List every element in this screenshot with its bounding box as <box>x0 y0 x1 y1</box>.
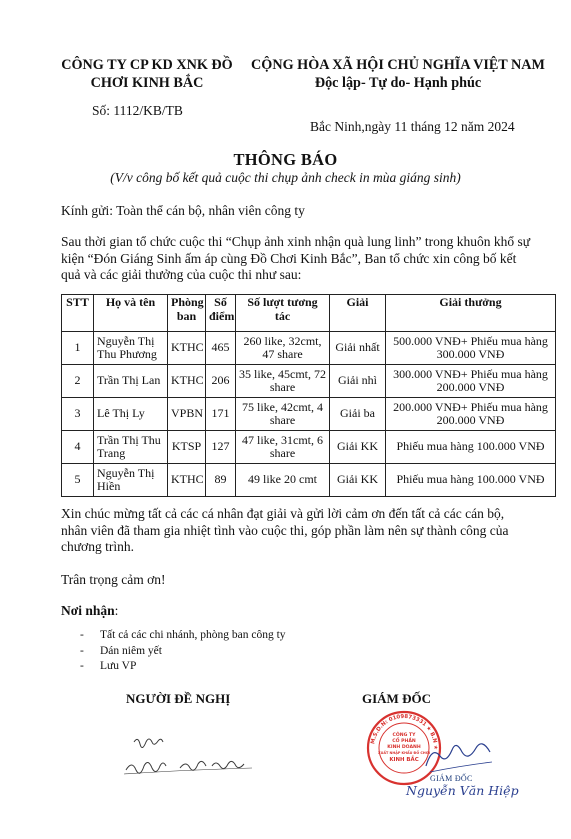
recipients-colon: : <box>114 603 119 618</box>
cell-name: Nguyễn Thị Hiền <box>94 464 168 497</box>
list-item <box>80 659 286 675</box>
cell-dept: KTHC <box>168 464 206 497</box>
thanks-line: Trân trọng cảm ơn! <box>61 572 166 587</box>
recipient-text: Dán niêm yết <box>100 644 162 657</box>
list-item <box>80 644 286 660</box>
header-name: Họ và tên <box>94 295 168 332</box>
cell-stt: 1 <box>62 332 94 365</box>
svg-text:KINH DOANH: KINH DOANH <box>387 745 421 750</box>
cell-prize: Giải nhất <box>330 332 386 365</box>
cell-interactions: 47 like, 31cmt, 6 share <box>236 431 330 464</box>
cell-name: Nguyễn Thị Thu Phương <box>94 332 168 365</box>
awards-table <box>61 294 556 497</box>
document-number: Số: 1112/KB/TB <box>92 103 183 118</box>
table-row <box>62 431 556 464</box>
cell-stt: 3 <box>62 398 94 431</box>
svg-text:XUẤT NHẬP KHẨU ĐỒ CHƠI: XUẤT NHẬP KHẨU ĐỒ CHƠI <box>378 751 430 755</box>
greeting: Kính gửi: Toàn thể cán bộ, nhân viên công ty <box>61 203 305 218</box>
dash-bullet-icon: - <box>80 644 84 657</box>
cell-stt: 4 <box>62 431 94 464</box>
stamp-ring-text: M.S.D.N: 0109873331 ★ B.N ★ <box>370 713 439 750</box>
intro-paragraph: Sau thời gian tổ chức cuộc thi “Chụp ảnh xinh nhận quà lung linh” trong khuôn khổ sự kiện “Đón Giáng Sinh ấm áp cùng Đồ Chơi Kinh Bắc”, Ban tổ chức xin công bố kết quả và các giải thưởng của cuộc thi như sau: <box>61 234 531 282</box>
cell-reward: 200.000 VNĐ+ Phiếu mua hàng 200.000 VNĐ <box>386 398 556 431</box>
closing-paragraph: Xin chúc mừng tất cả các cá nhân đạt giải và gửi lời cảm ơn đến tất cả các cán bộ, nhân viên đã tham gia nhiệt tình vào cuộc thi, góp phần làm nên sự thành công của chương trình. <box>61 506 509 554</box>
place-date: Bắc Ninh,ngày 11 tháng 12 năm 2024 <box>310 119 515 134</box>
director-title: GIÁM ĐỐC <box>362 691 431 706</box>
cell-prize: Giải KK <box>330 464 386 497</box>
dash-bullet-icon: - <box>80 660 84 672</box>
table-header-row <box>62 295 556 332</box>
cell-stt: 5 <box>62 464 94 497</box>
nation-title: CỘNG HÒA XÃ HỘI CHỦ NGHĨA VIỆT NAM <box>251 57 545 73</box>
cell-reward: Phiếu mua hàng 100.000 VNĐ <box>386 431 556 464</box>
table-row <box>62 398 556 431</box>
director-name: Nguyễn Văn Hiệp <box>406 783 519 798</box>
national-header <box>244 56 552 92</box>
cell-interactions: 35 like, 45cmt, 72 share <box>236 365 330 398</box>
table-row <box>62 332 556 365</box>
recipient-text: Tất cả các chi nhánh, phòng ban công ty <box>100 629 286 641</box>
cell-dept: KTHC <box>168 365 206 398</box>
document-subtitle: (V/v công bố kết quả cuộc thi chụp ảnh check in mùa giáng sinh) <box>110 170 461 185</box>
proposer-signature <box>120 730 260 790</box>
cell-stt: 2 <box>62 365 94 398</box>
company-name-line1: CÔNG TY CP KD XNK ĐỒ <box>61 57 233 73</box>
header-dept: Phòng ban <box>168 295 206 332</box>
header-reward: Giải thưởng <box>386 295 556 332</box>
table-row <box>62 464 556 497</box>
cell-interactions: 260 like, 32cmt, 47 share <box>236 332 330 365</box>
cell-score: 465 <box>206 332 236 365</box>
cell-score: 206 <box>206 365 236 398</box>
cell-dept: VPBN <box>168 398 206 431</box>
cell-name: Trần Thị Lan <box>94 365 168 398</box>
cell-name: Trần Thị Thu Trang <box>94 431 168 464</box>
cell-dept: KTSP <box>168 431 206 464</box>
cell-score: 89 <box>206 464 236 497</box>
cell-reward: Phiếu mua hàng 100.000 VNĐ <box>386 464 556 497</box>
header-score: Số điểm <box>206 295 236 332</box>
svg-text:CÔNG TY: CÔNG TY <box>392 733 416 738</box>
recipients-list <box>80 628 286 675</box>
cell-reward: 300.000 VNĐ+ Phiếu mua hàng 200.000 VNĐ <box>386 365 556 398</box>
cell-prize: Giải KK <box>330 431 386 464</box>
nation-motto: Độc lập- Tự do- Hạnh phúc <box>314 75 482 91</box>
company-name <box>52 56 242 92</box>
cell-name: Lê Thị Ly <box>94 398 168 431</box>
svg-text:KINH BẮC: KINH BẮC <box>389 757 419 763</box>
proposer-title: NGƯỜI ĐỀ NGHỊ <box>126 691 231 706</box>
cell-interactions: 75 like, 42cmt, 4 share <box>236 398 330 431</box>
cell-prize: Giải nhì <box>330 365 386 398</box>
dash-bullet-icon: - <box>80 629 84 641</box>
recipient-text: Lưu VP <box>100 660 137 672</box>
cell-score: 171 <box>206 398 236 431</box>
recipients-heading <box>61 603 118 619</box>
header-stt: STT <box>62 295 94 332</box>
company-name-line2: CHƠI KINH BẮC <box>90 75 204 91</box>
list-item <box>80 628 286 644</box>
cell-score: 127 <box>206 431 236 464</box>
cell-dept: KTHC <box>168 332 206 365</box>
document-title: THÔNG BÁO <box>233 150 338 169</box>
director-label: GIÁM ĐỐC <box>430 774 473 783</box>
header-interactions: Số lượt tương tác <box>236 295 330 332</box>
svg-text:CỔ PHẦN: CỔ PHẦN <box>392 739 416 744</box>
cell-reward: 500.000 VNĐ+ Phiếu mua hàng 300.000 VNĐ <box>386 332 556 365</box>
table-row <box>62 365 556 398</box>
header-prize: Giải <box>330 295 386 332</box>
recipients-title: Nơi nhận <box>61 603 115 618</box>
cell-prize: Giải ba <box>330 398 386 431</box>
cell-interactions: 49 like 20 cmt <box>236 464 330 497</box>
